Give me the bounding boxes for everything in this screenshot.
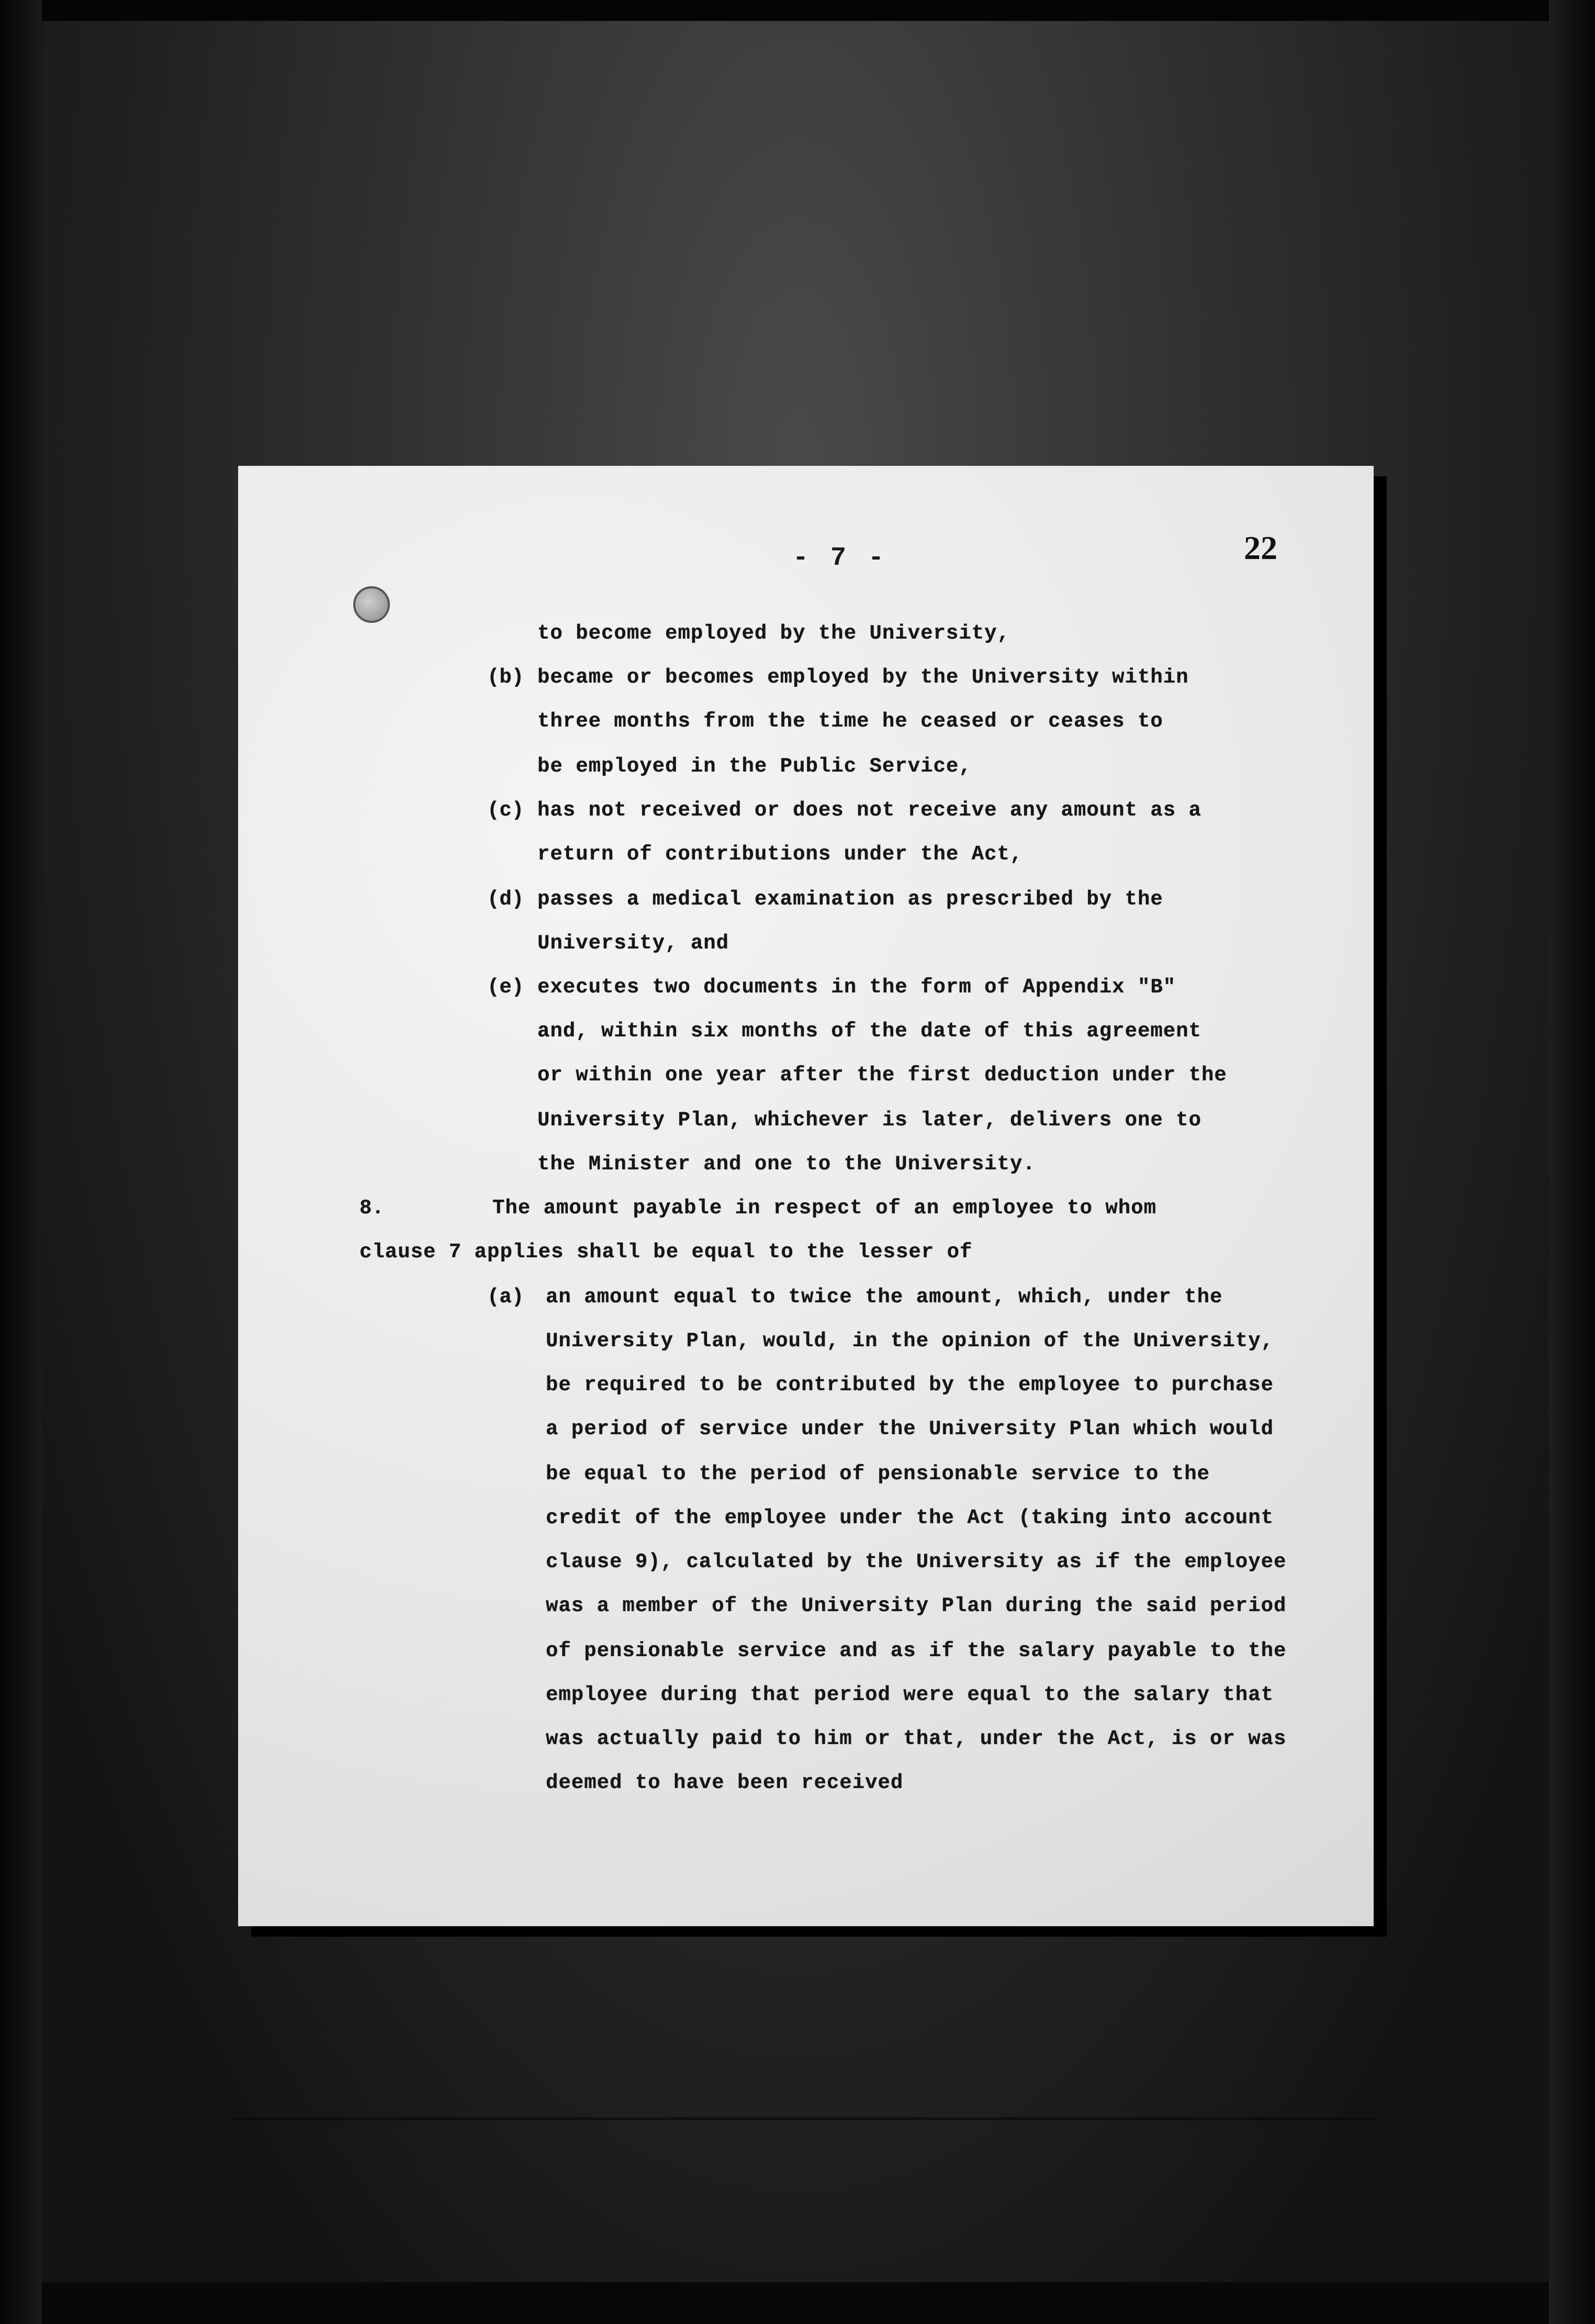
text-line: University Plan, would, in the opinion of the University,	[546, 1329, 1274, 1353]
text-line: became or becomes employed by the University within	[537, 666, 1189, 689]
document-page	[238, 466, 1374, 1926]
text-line: was a member of the University Plan during the said period	[546, 1594, 1287, 1617]
clause-marker-b: (b)	[487, 666, 524, 689]
clause-marker-e: (e)	[487, 976, 524, 999]
text-line: passes a medical examination as prescribed by the	[537, 888, 1163, 911]
text-line: a period of service under the University Plan which would	[546, 1417, 1274, 1440]
text-line: the Minister and one to the University.	[537, 1153, 1036, 1176]
folio-number: 22	[1244, 529, 1277, 566]
page-number: - 7 -	[793, 543, 888, 573]
text-line: credit of the employee under the Act (taking into account	[546, 1506, 1274, 1529]
text-line: deemed to have been received	[546, 1771, 904, 1794]
clause-marker-d: (d)	[487, 888, 524, 911]
text-line: clause 7 applies shall be equal to the lesser of	[360, 1241, 973, 1264]
text-line: be equal to the period of pensionable service to the	[546, 1462, 1210, 1485]
text-line: be required to be contributed by the employee to purchase	[546, 1373, 1274, 1396]
film-border-top	[0, 0, 1595, 21]
text-line: of pensionable service and as if the salary payable to the	[546, 1639, 1287, 1662]
text-line: three months from the time he ceased or ceases to	[537, 710, 1163, 733]
text-line: The amount payable in respect of an employee to whom	[492, 1197, 1156, 1220]
text-line: or within one year after the first deduction under the	[537, 1064, 1227, 1087]
punch-hole-icon	[353, 586, 390, 623]
text-line: employee during that period were equal to the salary that	[546, 1683, 1274, 1706]
text-line: University Plan, whichever is later, delivers one to	[537, 1109, 1201, 1132]
text-line: has not received or does not receive any amount as a	[537, 799, 1201, 822]
film-border-right	[1549, 0, 1595, 2324]
text-line: to become employed by the University,	[537, 622, 1010, 645]
clause-number-8: 8.	[360, 1197, 384, 1220]
text-line: executes two documents in the form of Appendix "B"	[537, 976, 1176, 999]
text-line: an amount equal to twice the amount, which, under the	[546, 1286, 1223, 1309]
text-line: was actually paid to him or that, under the Act, is or was	[546, 1727, 1287, 1750]
text-line: University, and	[537, 932, 729, 955]
clause-marker-a: (a)	[487, 1286, 524, 1309]
film-border-bottom	[0, 2282, 1595, 2324]
text-line: and, within six months of the date of this agreement	[537, 1020, 1201, 1043]
film-scratch-line	[230, 2117, 1376, 2120]
text-line: be employed in the Public Service,	[537, 755, 972, 778]
text-line: clause 9), calculated by the University as if the employee	[546, 1550, 1287, 1573]
text-line: return of contributions under the Act,	[537, 843, 1023, 866]
film-border-left	[0, 0, 42, 2324]
clause-marker-c: (c)	[487, 799, 524, 822]
